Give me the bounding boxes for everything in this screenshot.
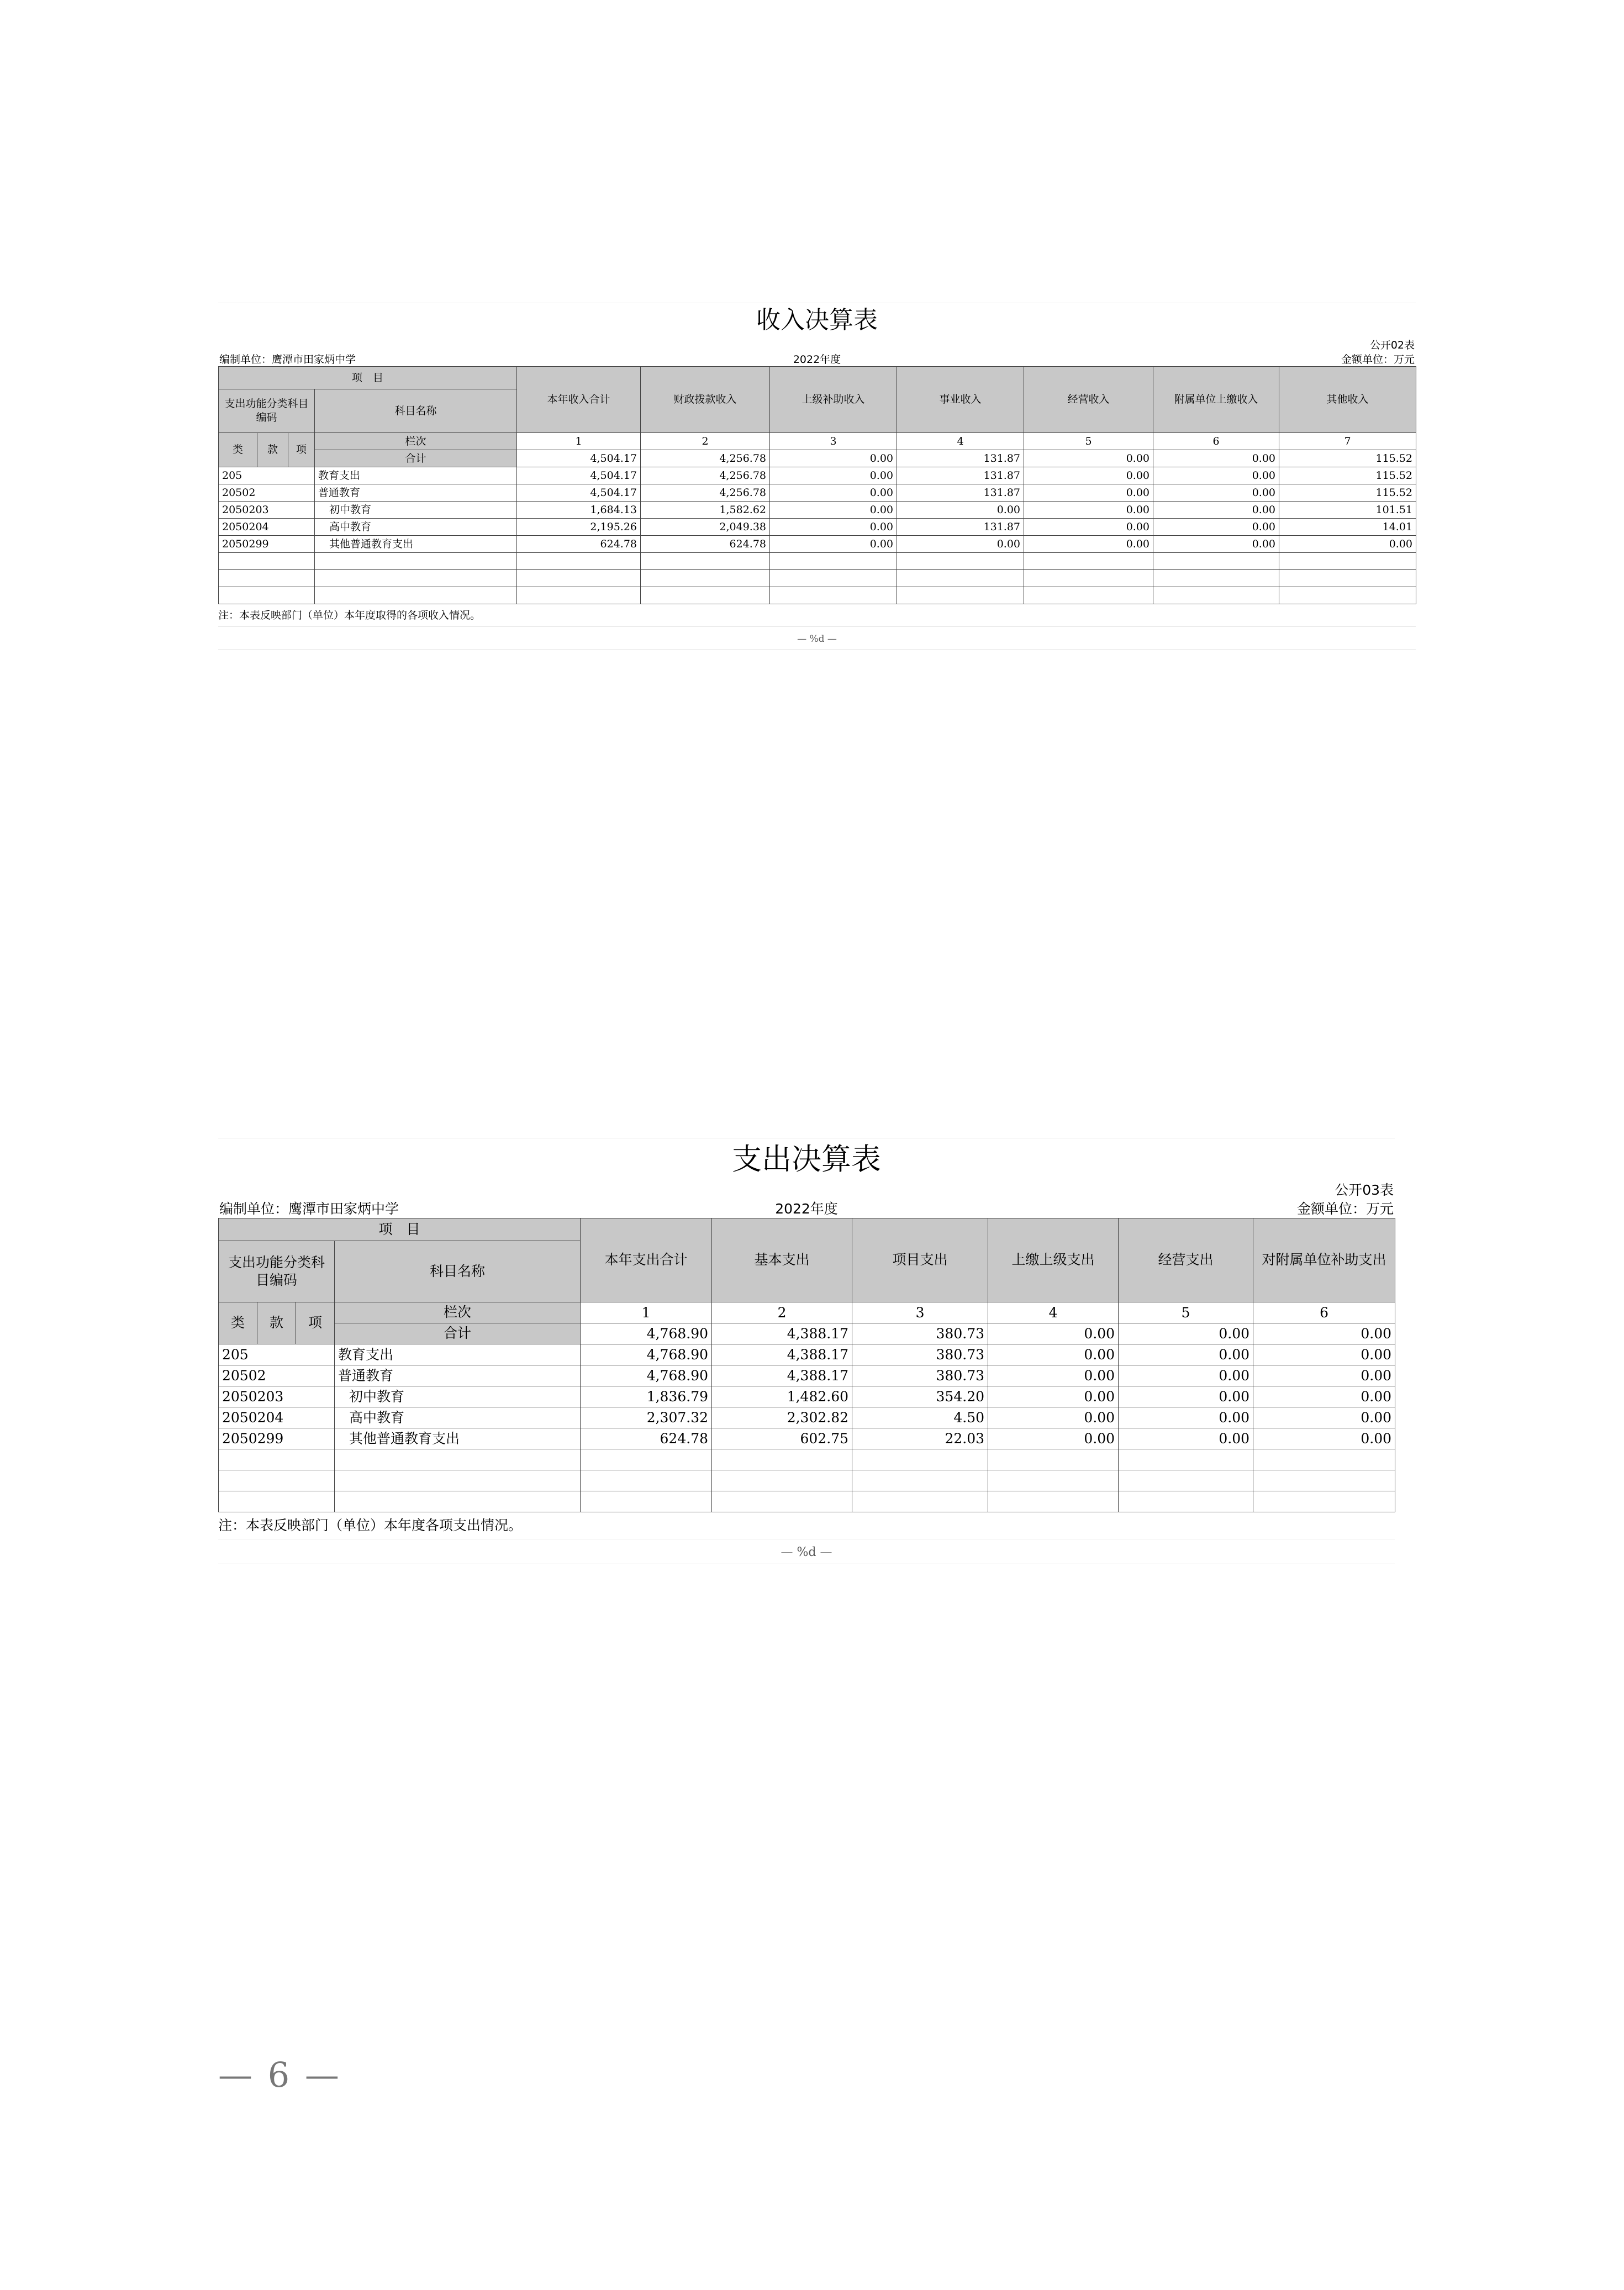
expense-total-value: 4,388.17 — [712, 1323, 852, 1344]
income-col-number: 1 — [517, 433, 641, 450]
expense-col-number: 1 — [581, 1302, 712, 1323]
amount-cell: 14.01 — [1279, 519, 1416, 536]
amount-cell: 0.00 — [770, 536, 897, 553]
subject-code: 2050299 — [219, 536, 315, 553]
income-amount-unit: 金额单位：万元 — [1341, 353, 1415, 366]
amount-cell: 0.00 — [1153, 519, 1279, 536]
income-table — [218, 366, 1416, 604]
amount-cell: 2,049.38 — [641, 519, 770, 536]
blank-cell — [315, 587, 517, 604]
income-table-no: 公开02表 — [1369, 339, 1415, 351]
subject-name: 教育支出 — [335, 1344, 581, 1365]
blank-cell — [219, 570, 315, 587]
blank-row — [219, 1449, 1395, 1470]
amount-cell: 131.87 — [897, 467, 1024, 484]
blank-cell — [581, 1470, 712, 1491]
subject-name: 高中教育 — [315, 519, 517, 536]
page-number: — 6 — — [218, 2055, 341, 2095]
income-total-value: 0.00 — [770, 450, 897, 467]
blank-cell — [770, 587, 897, 604]
amount-cell: 101.51 — [1279, 502, 1416, 519]
amount-cell: 2,195.26 — [517, 519, 641, 536]
expense-statement — [218, 1138, 1395, 1564]
expense-total-value: 380.73 — [852, 1323, 988, 1344]
subject-code: 2050203 — [219, 1386, 335, 1407]
amount-cell: 0.00 — [1119, 1386, 1253, 1407]
blank-cell — [712, 1491, 852, 1512]
table-row — [219, 1386, 1395, 1407]
amount-cell: 0.00 — [770, 467, 897, 484]
expense-col-header: 本年支出合计 — [581, 1218, 712, 1302]
expense-header-subject-name: 科目名称 — [335, 1241, 581, 1302]
subject-code: 20502 — [219, 1365, 335, 1386]
blank-cell — [517, 553, 641, 570]
amount-cell: 624.78 — [581, 1428, 712, 1449]
blank-cell — [581, 1449, 712, 1470]
blank-cell — [219, 587, 315, 604]
amount-cell: 602.75 — [712, 1428, 852, 1449]
income-col-number: 2 — [641, 433, 770, 450]
subject-code: 205 — [219, 1344, 335, 1365]
amount-cell: 131.87 — [897, 519, 1024, 536]
expense-total-value: 0.00 — [1253, 1323, 1395, 1344]
amount-cell: 0.00 — [770, 484, 897, 502]
amount-cell: 0.00 — [1279, 536, 1416, 553]
blank-cell — [770, 570, 897, 587]
expense-table — [218, 1218, 1395, 1512]
amount-cell: 4,256.78 — [641, 484, 770, 502]
income-header-lei: 类 — [219, 433, 257, 467]
income-col-number: 6 — [1153, 433, 1279, 450]
amount-cell: 0.00 — [1253, 1386, 1395, 1407]
subject-name: 初中教育 — [315, 502, 517, 519]
amount-cell: 115.52 — [1279, 484, 1416, 502]
blank-cell — [219, 1449, 335, 1470]
blank-cell — [852, 1449, 988, 1470]
blank-cell — [335, 1491, 581, 1512]
subject-name: 教育支出 — [315, 467, 517, 484]
blank-cell — [1153, 553, 1279, 570]
amount-cell: 0.00 — [1153, 536, 1279, 553]
blank-cell — [1253, 1470, 1395, 1491]
expense-unit-label: 编制单位：鹰潭市田家炳中学 — [219, 1201, 399, 1217]
table-row — [219, 519, 1416, 536]
amount-cell: 4,388.17 — [712, 1365, 852, 1386]
income-unit-label: 编制单位：鹰潭市田家炳中学 — [219, 353, 356, 366]
income-statement — [218, 303, 1416, 650]
expense-col-header: 基本支出 — [712, 1218, 852, 1302]
blank-row — [219, 1470, 1395, 1491]
blank-cell — [1119, 1491, 1253, 1512]
amount-cell: 0.00 — [1253, 1344, 1395, 1365]
amount-cell: 4,504.17 — [517, 484, 641, 502]
subject-code: 2050203 — [219, 502, 315, 519]
blank-cell — [219, 1491, 335, 1512]
table-row — [219, 1344, 1395, 1365]
income-col-header: 其他收入 — [1279, 367, 1416, 433]
blank-cell — [712, 1449, 852, 1470]
income-col-header: 上级补助收入 — [770, 367, 897, 433]
blank-cell — [988, 1449, 1119, 1470]
expense-year: 2022年度 — [775, 1201, 838, 1217]
blank-cell — [517, 587, 641, 604]
income-note: 注：本表反映部门（单位）本年度取得的各项收入情况。 — [218, 604, 1416, 627]
income-total-value: 131.87 — [897, 450, 1024, 467]
subject-name: 普通教育 — [335, 1365, 581, 1386]
amount-cell: 4,768.90 — [581, 1365, 712, 1386]
table-row — [219, 1407, 1395, 1428]
subject-name: 普通教育 — [315, 484, 517, 502]
blank-cell — [1253, 1491, 1395, 1512]
amount-cell: 354.20 — [852, 1386, 988, 1407]
amount-cell: 0.00 — [1119, 1407, 1253, 1428]
subject-name: 高中教育 — [335, 1407, 581, 1428]
amount-cell: 2,302.82 — [712, 1407, 852, 1428]
blank-row — [219, 587, 1416, 604]
amount-cell: 0.00 — [988, 1365, 1119, 1386]
amount-cell: 0.00 — [1024, 484, 1153, 502]
subject-name: 初中教育 — [335, 1386, 581, 1407]
expense-total-value: 0.00 — [988, 1323, 1119, 1344]
blank-cell — [641, 570, 770, 587]
income-col-header: 事业收入 — [897, 367, 1024, 433]
expense-col-number: 3 — [852, 1302, 988, 1323]
expense-header-column-order: 栏次 — [335, 1302, 581, 1323]
blank-cell — [852, 1491, 988, 1512]
income-total-value: 4,256.78 — [641, 450, 770, 467]
income-header-project: 项 目 — [219, 367, 517, 389]
blank-cell — [897, 587, 1024, 604]
blank-cell — [1153, 570, 1279, 587]
income-col-number: 7 — [1279, 433, 1416, 450]
income-col-number: 5 — [1024, 433, 1153, 450]
expense-meta-row — [218, 1199, 1395, 1218]
blank-cell — [641, 553, 770, 570]
amount-cell: 0.00 — [1253, 1407, 1395, 1428]
subject-code: 20502 — [219, 484, 315, 502]
table-row — [219, 1365, 1395, 1386]
income-total-value: 0.00 — [1024, 450, 1153, 467]
amount-cell: 624.78 — [517, 536, 641, 553]
amount-cell: 1,582.62 — [641, 502, 770, 519]
expense-amount-unit: 金额单位：万元 — [1296, 1201, 1394, 1217]
amount-cell: 0.00 — [897, 536, 1024, 553]
income-col-number: 4 — [897, 433, 1024, 450]
expense-table-no: 公开03表 — [1335, 1182, 1394, 1198]
amount-cell: 0.00 — [1024, 467, 1153, 484]
amount-cell: 0.00 — [1024, 519, 1153, 536]
blank-row — [219, 553, 1416, 570]
income-header-code-group: 支出功能分类科目编码 — [219, 389, 315, 433]
expense-total-label: 合计 — [335, 1323, 581, 1344]
blank-cell — [581, 1491, 712, 1512]
expense-col-header: 上缴上级支出 — [988, 1218, 1119, 1302]
amount-cell: 4,768.90 — [581, 1344, 712, 1365]
blank-cell — [897, 553, 1024, 570]
income-header-column-order: 栏次 — [315, 433, 517, 450]
amount-cell: 1,836.79 — [581, 1386, 712, 1407]
amount-cell: 131.87 — [897, 484, 1024, 502]
blank-cell — [315, 570, 517, 587]
amount-cell: 624.78 — [641, 536, 770, 553]
income-table-no-row — [218, 337, 1416, 352]
expense-header-code-group: 支出功能分类科目编码 — [219, 1241, 335, 1302]
income-total-value: 4,504.17 — [517, 450, 641, 467]
amount-cell: 4.50 — [852, 1407, 988, 1428]
subject-name: 其他普通教育支出 — [315, 536, 517, 553]
income-header-kuan: 款 — [257, 433, 288, 467]
blank-cell — [988, 1491, 1119, 1512]
expense-col-number: 2 — [712, 1302, 852, 1323]
table-row — [219, 536, 1416, 553]
amount-cell: 0.00 — [988, 1386, 1119, 1407]
blank-cell — [1119, 1470, 1253, 1491]
blank-cell — [641, 587, 770, 604]
amount-cell: 0.00 — [770, 519, 897, 536]
amount-cell: 22.03 — [852, 1428, 988, 1449]
table-row — [219, 1428, 1395, 1449]
expense-col-header: 项目支出 — [852, 1218, 988, 1302]
amount-cell: 0.00 — [1119, 1428, 1253, 1449]
income-col-header: 本年收入合计 — [517, 367, 641, 433]
income-meta-row — [218, 352, 1416, 366]
expense-note: 注：本表反映部门（单位）本年度各项支出情况。 — [218, 1512, 1395, 1539]
expense-footer-mark: — %d — — [218, 1539, 1395, 1564]
blank-row — [219, 1491, 1395, 1512]
amount-cell: 0.00 — [770, 502, 897, 519]
amount-cell: 0.00 — [1119, 1344, 1253, 1365]
expense-col-number: 6 — [1253, 1302, 1395, 1323]
amount-cell: 4,504.17 — [517, 467, 641, 484]
expense-table-no-row — [218, 1180, 1395, 1199]
expense-total-value: 4,768.90 — [581, 1323, 712, 1344]
amount-cell: 380.73 — [852, 1365, 988, 1386]
income-total-value: 115.52 — [1279, 450, 1416, 467]
income-header-xiang: 项 — [288, 433, 315, 467]
expense-header-kuan: 款 — [257, 1302, 296, 1344]
amount-cell: 0.00 — [1024, 536, 1153, 553]
expense-col-header: 对附属单位补助支出 — [1253, 1218, 1395, 1302]
amount-cell: 0.00 — [1253, 1365, 1395, 1386]
income-total-value: 0.00 — [1153, 450, 1279, 467]
blank-cell — [897, 570, 1024, 587]
subject-code: 2050299 — [219, 1428, 335, 1449]
blank-cell — [1119, 1449, 1253, 1470]
amount-cell: 0.00 — [1153, 484, 1279, 502]
expense-header-lei: 类 — [219, 1302, 257, 1344]
amount-cell: 4,256.78 — [641, 467, 770, 484]
amount-cell: 0.00 — [1153, 502, 1279, 519]
amount-cell: 115.52 — [1279, 467, 1416, 484]
expense-col-number: 5 — [1119, 1302, 1253, 1323]
expense-col-header: 经营支出 — [1119, 1218, 1253, 1302]
subject-code: 2050204 — [219, 1407, 335, 1428]
amount-cell: 0.00 — [988, 1344, 1119, 1365]
blank-cell — [712, 1470, 852, 1491]
blank-cell — [315, 553, 517, 570]
subject-name: 其他普通教育支出 — [335, 1428, 581, 1449]
income-footer-mark: — %d — — [218, 627, 1416, 650]
income-col-header: 经营收入 — [1024, 367, 1153, 433]
blank-cell — [219, 553, 315, 570]
amount-cell: 0.00 — [1119, 1365, 1253, 1386]
amount-cell: 1,684.13 — [517, 502, 641, 519]
blank-cell — [1024, 570, 1153, 587]
blank-cell — [517, 570, 641, 587]
expense-title: 支出决算表 — [218, 1138, 1395, 1180]
amount-cell: 2,307.32 — [581, 1407, 712, 1428]
blank-cell — [1153, 587, 1279, 604]
income-col-header: 附属单位上缴收入 — [1153, 367, 1279, 433]
table-row — [219, 502, 1416, 519]
income-year: 2022年度 — [793, 353, 841, 366]
table-row — [219, 484, 1416, 502]
expense-col-number: 4 — [988, 1302, 1119, 1323]
income-total-label: 合计 — [315, 450, 517, 467]
subject-code: 205 — [219, 467, 315, 484]
blank-cell — [1279, 587, 1416, 604]
amount-cell: 380.73 — [852, 1344, 988, 1365]
amount-cell: 0.00 — [1253, 1428, 1395, 1449]
income-title: 收入决算表 — [218, 303, 1416, 337]
amount-cell: 0.00 — [988, 1428, 1119, 1449]
table-row — [219, 467, 1416, 484]
income-col-header: 财政拨款收入 — [641, 367, 770, 433]
blank-cell — [335, 1470, 581, 1491]
blank-cell — [988, 1470, 1119, 1491]
income-col-number: 3 — [770, 433, 897, 450]
blank-cell — [1279, 570, 1416, 587]
amount-cell: 4,388.17 — [712, 1344, 852, 1365]
amount-cell: 1,482.60 — [712, 1386, 852, 1407]
blank-cell — [770, 553, 897, 570]
amount-cell: 0.00 — [988, 1407, 1119, 1428]
blank-cell — [852, 1470, 988, 1491]
blank-cell — [1024, 553, 1153, 570]
blank-cell — [1253, 1449, 1395, 1470]
amount-cell: 0.00 — [1024, 502, 1153, 519]
expense-total-value: 0.00 — [1119, 1323, 1253, 1344]
blank-row — [219, 570, 1416, 587]
blank-cell — [335, 1449, 581, 1470]
income-header-subject-name: 科目名称 — [315, 389, 517, 433]
amount-cell: 0.00 — [897, 502, 1024, 519]
expense-header-project: 项 目 — [219, 1218, 581, 1241]
blank-cell — [1279, 553, 1416, 570]
subject-code: 2050204 — [219, 519, 315, 536]
blank-cell — [1024, 587, 1153, 604]
amount-cell: 0.00 — [1153, 467, 1279, 484]
expense-header-xiang: 项 — [296, 1302, 335, 1344]
blank-cell — [219, 1470, 335, 1491]
